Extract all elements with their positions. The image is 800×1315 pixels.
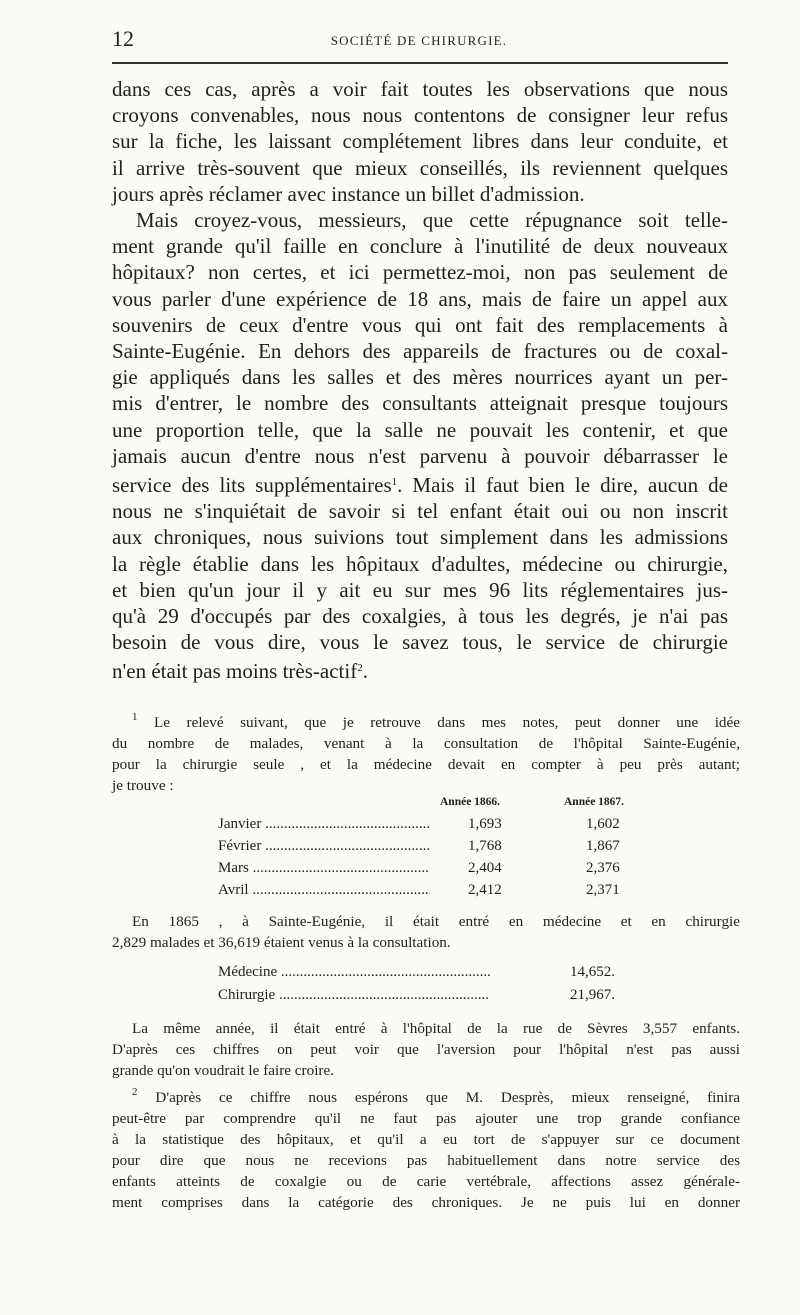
table-row: [218, 882, 638, 903]
table-row: [218, 987, 638, 1008]
value-1866: 1,693: [468, 816, 502, 832]
footnote-line: peut-être par comprendre qu'il ne faut pas ajouter une trop grande confiance: [112, 1110, 740, 1127]
month-label: Avril .....: [218, 882, 430, 899]
footnote-line: enfants atteints de coxalgie ou de carie vertébrale, affections assez générale-: [112, 1173, 740, 1190]
footnote-line: D'après ces chiffres on peut voir que l'aversion pour l'hôpital n'est pas aussi: [112, 1041, 740, 1058]
body-line: ment grande qu'il faille en conclure à l'inutilité de deux nouveaux: [112, 234, 728, 259]
body-text: [112, 76, 728, 685]
month-label: Janvier .....: [218, 816, 430, 833]
service-label: Chirurgie .....: [218, 987, 540, 1004]
running-title: SOCIÉTÉ DE CHIRURGIE.: [330, 33, 508, 48]
column-header-1867: Année 1867.: [564, 796, 625, 808]
footnote-number: 1: [132, 711, 138, 723]
body-line: croyons convenables, nous nous contentons de consigner leur refus: [112, 103, 728, 128]
body-line: mis d'entrer, le nombre des consultants atteignait presque toujours: [112, 391, 728, 416]
table-row: [218, 964, 638, 985]
footnote-mark[interactable]: 2: [357, 662, 363, 675]
footnote-1-intro: [112, 707, 740, 796]
body-line-with-footnote: [112, 469, 728, 498]
body-line-start: service des lits supplémentaires: [112, 473, 392, 498]
footnote-line: [112, 1082, 740, 1108]
footnote-line: grande qu'on voudrait le faire croire.: [112, 1062, 335, 1079]
body-line-start: n'en était pas moins très-actif: [112, 659, 358, 684]
body-line: la règle établie dans les hôpitaux d'adultes, médecine ou chirurgie,: [112, 551, 728, 576]
footnote-1-middle: [112, 911, 740, 953]
value-1866: 2,404: [468, 860, 502, 876]
service-label: Médecine .....: [218, 964, 540, 981]
body-line: aux chroniques, nous suivions tout simplement dans les admissions: [112, 525, 728, 550]
body-line: besoin de vous dire, vous le savez tous, le service de chirurgie: [112, 630, 728, 655]
table-row: [218, 816, 638, 837]
value-1867: 1,867: [586, 838, 620, 854]
service-value: 21,967.: [570, 987, 615, 1003]
column-header-1866: Année 1866.: [440, 796, 501, 808]
body-line-with-footnote: n'en était pas moins très-actif$^2$.: [112, 659, 368, 684]
value-1867: 2,376: [586, 860, 620, 876]
footnote-line: à la statistique des hôpitaux, et qu'il a eu tort de s'appuyer sur ce document: [112, 1131, 740, 1148]
body-line: une proportion telle, que la salle ne pouvait les contenir, et que: [112, 417, 728, 442]
month-label: Mars .....: [218, 860, 430, 877]
footnote-line: 2,829 malades et 36,619 étaient venus à la consultation.: [112, 934, 451, 951]
footnote-line: je trouve :: [112, 777, 174, 794]
value-1866: 2,412: [468, 882, 502, 898]
body-line-end: . Mais il faut bien le dire, aucun de: [397, 473, 728, 498]
body-line: gie appliqués dans les salles et des mères nourrices ayant un per-: [112, 365, 728, 390]
body-line: qu'à 29 d'occupés par des coxalgies, à tous les degrés, je n'ai pas: [112, 604, 728, 629]
body-line: hôpitaux? non certes, et ici permettez-moi, non pas seulement de: [112, 260, 728, 285]
service-value: 14,652.: [570, 964, 615, 980]
footnote-line: du nombre de malades, venant à la consultation de l'hôpital Sainte-Eugénie,: [112, 735, 740, 752]
footnote-text: Le relevé suivant, que je retrouve dans mes notes, peut donner une idée: [154, 714, 741, 731]
footnote-line: pour la chirurgie seule , et la médecine devait en compter à peu près autant;: [112, 756, 740, 773]
value-1867: 1,602: [586, 816, 620, 832]
body-line: souvenirs de ceux d'entre vous qui ont fait des remplacements à: [112, 312, 728, 337]
body-line: sur la fiche, les laissant complétement libres dans leur conduite, et: [112, 129, 728, 154]
body-line: Mais croyez-vous, messieurs, que cette répugnance soit telle-: [136, 208, 728, 233]
body-line: nous ne s'inquiétait de savoir si tel enfant était oui ou non inscrit: [112, 499, 728, 524]
body-line: vous parler d'une expérience de 18 ans, mais de faire un appel aux: [112, 286, 728, 311]
body-line: Sainte-Eugénie. En dehors des appareils de fractures ou de coxal-: [112, 339, 728, 364]
footnote-text: D'après ce chiffre nous espérons que M. Desprès, mieux renseigné, finira: [155, 1089, 740, 1106]
body-line: il arrive très-souvent que mieux conseillés, ils reviennent quelques: [112, 155, 728, 180]
footnote-1-end: [112, 1018, 740, 1081]
month-label: Février .....: [218, 838, 430, 855]
table-row: [218, 860, 638, 881]
header-rule: [112, 62, 728, 64]
footnote-line: [112, 707, 740, 733]
value-1867: 2,371: [586, 882, 620, 898]
footnote-line: La même année, il était entré à l'hôpital de la rue de Sèvres 3,557 enfants.: [132, 1020, 740, 1037]
body-line: jamais aucun d'entre nous n'est parvenu à pouvoir débarrasser le: [112, 443, 728, 468]
table-row: [218, 838, 638, 859]
page-number: 12: [112, 26, 134, 51]
footnote-2: [112, 1082, 740, 1213]
footnote-mark[interactable]: 1: [391, 476, 398, 489]
footnote-line: ment comprises dans la catégorie des chroniques. Je ne puis lui en donner: [112, 1194, 740, 1211]
footnote-number: 2: [132, 1086, 138, 1098]
footnote-line: pour dire que nous ne recevions pas habituellement dans notre service des: [112, 1152, 740, 1169]
page-header: [112, 26, 726, 50]
body-line: et bien qu'un jour il y ait eu sur mes 96 lits réglementaires jus-: [112, 577, 728, 602]
body-line: jours après réclamer avec instance un billet d'admission.: [112, 181, 585, 206]
footnote-line: En 1865 , à Sainte-Eugénie, il était entré en médecine et en chirurgie: [132, 913, 740, 930]
value-1866: 1,768: [468, 838, 502, 854]
body-line: dans ces cas, après a voir fait toutes les observations que nous: [112, 77, 728, 101]
